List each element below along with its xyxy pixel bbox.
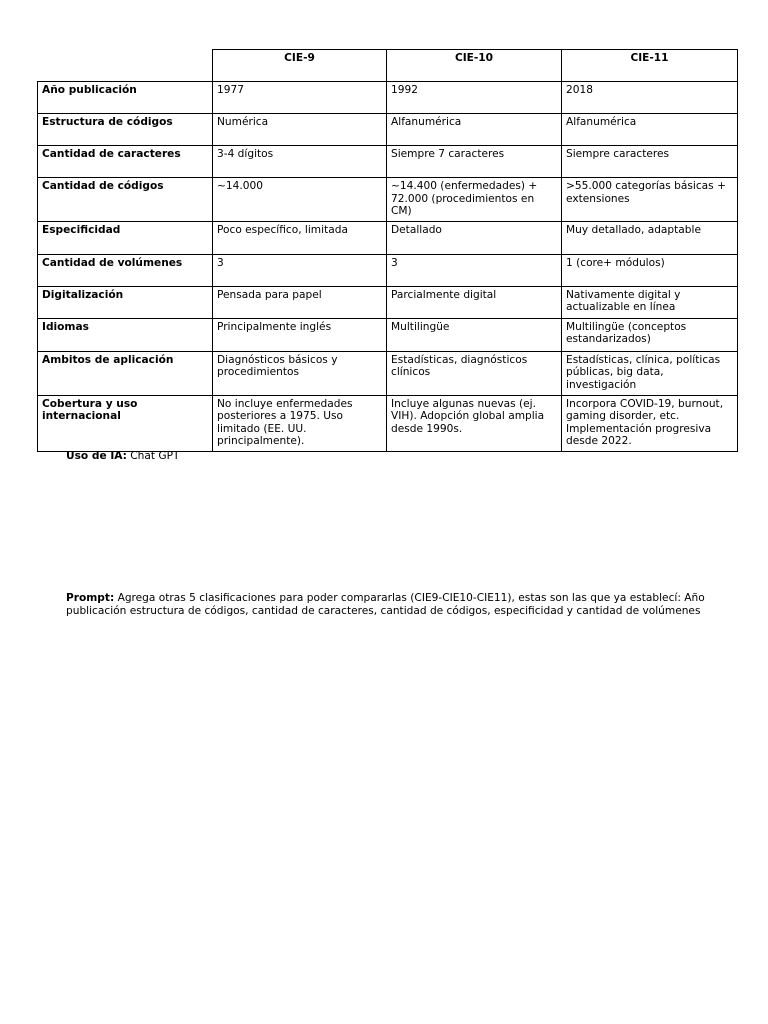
table-cell: 3-4 dígitos <box>213 146 387 178</box>
prompt-label: Prompt: <box>66 592 115 604</box>
ai-use-label: Uso de IA: <box>66 450 127 462</box>
table-cell: Alfanumérica <box>387 114 562 146</box>
row-header: Especificidad <box>38 221 213 254</box>
table-row <box>38 286 738 318</box>
table-row <box>38 254 738 286</box>
column-header-cie11: CIE-11 <box>562 50 738 82</box>
table-cell: 1992 <box>387 82 562 114</box>
table-row <box>38 114 738 146</box>
table-cell: Incluye algunas nuevas (ej. VIH). Adopción global amplia desde 1990s. <box>387 395 562 451</box>
table-cell: Parcialmente digital <box>387 286 562 318</box>
table-cell: Principalmente inglés <box>213 318 387 351</box>
row-header: Año publicación <box>38 82 213 114</box>
table-cell: >55.000 categorías básicas + extensiones <box>562 178 738 222</box>
table-cell: Detallado <box>387 221 562 254</box>
table-cell: 2018 <box>562 82 738 114</box>
ai-use-note <box>66 450 716 463</box>
table-cell: Poco específico, limitada <box>213 221 387 254</box>
table-cell: Muy detallado, adaptable <box>562 221 738 254</box>
empty-corner-cell <box>38 50 213 82</box>
prompt-text: Agrega otras 5 clasificaciones para poder compararlas (CIE9-CIE10-CIE11), estas son las que ya establecí: Año publicación estructura de códigos, cantidad de caracteres, cantidad de códigos, especificidad y cantidad de volúmenes <box>66 592 705 617</box>
column-header-cie9: CIE-9 <box>213 50 387 82</box>
table-row <box>38 178 738 222</box>
table-row <box>38 318 738 351</box>
table-cell: Estadísticas, diagnósticos clínicos <box>387 351 562 395</box>
table-cell: No incluye enfermedades posteriores a 1975. Uso limitado (EE. UU. principalmente). <box>213 395 387 451</box>
table-row <box>38 221 738 254</box>
table-cell: 3 <box>387 254 562 286</box>
table-cell: 1 (core+ módulos) <box>562 254 738 286</box>
table-cell: Pensada para papel <box>213 286 387 318</box>
table-row <box>38 395 738 451</box>
table-cell: ~14.000 <box>213 178 387 222</box>
column-header-cie10: CIE-10 <box>387 50 562 82</box>
ai-use-value: Chat GPT <box>126 450 180 462</box>
row-header: Cantidad de caracteres <box>38 146 213 178</box>
table-cell: Siempre caracteres <box>562 146 738 178</box>
table-cell: Estadísticas, clínica, políticas públicas, big data, investigación <box>562 351 738 395</box>
table-cell: Nativamente digital y actualizable en línea <box>562 286 738 318</box>
table-cell: Multilingüe (conceptos estandarizados) <box>562 318 738 351</box>
table-cell: Siempre 7 caracteres <box>387 146 562 178</box>
row-header: Ambitos de aplicación <box>38 351 213 395</box>
row-header: Estructura de códigos <box>38 114 213 146</box>
comparison-table <box>37 49 738 452</box>
table-cell: Numérica <box>213 114 387 146</box>
prompt-note <box>66 592 716 617</box>
table-cell: Diagnósticos básicos y procedimientos <box>213 351 387 395</box>
row-header: Idiomas <box>38 318 213 351</box>
row-header: Cobertura y uso internacional <box>38 395 213 451</box>
row-header: Cantidad de volúmenes <box>38 254 213 286</box>
table-row <box>38 146 738 178</box>
row-header: Digitalización <box>38 286 213 318</box>
row-header: Cantidad de códigos <box>38 178 213 222</box>
table-cell: Multilingüe <box>387 318 562 351</box>
table-cell: Incorpora COVID-19, burnout, gaming disorder, etc. Implementación progresiva desde 2022. <box>562 395 738 451</box>
table-header-row <box>38 50 738 82</box>
table-cell: 1977 <box>213 82 387 114</box>
table-cell: ~14.400 (enfermedades) + 72.000 (procedimientos en CM) <box>387 178 562 222</box>
table-row <box>38 351 738 395</box>
table-row <box>38 82 738 114</box>
table-cell: 3 <box>213 254 387 286</box>
table-cell: Alfanumérica <box>562 114 738 146</box>
